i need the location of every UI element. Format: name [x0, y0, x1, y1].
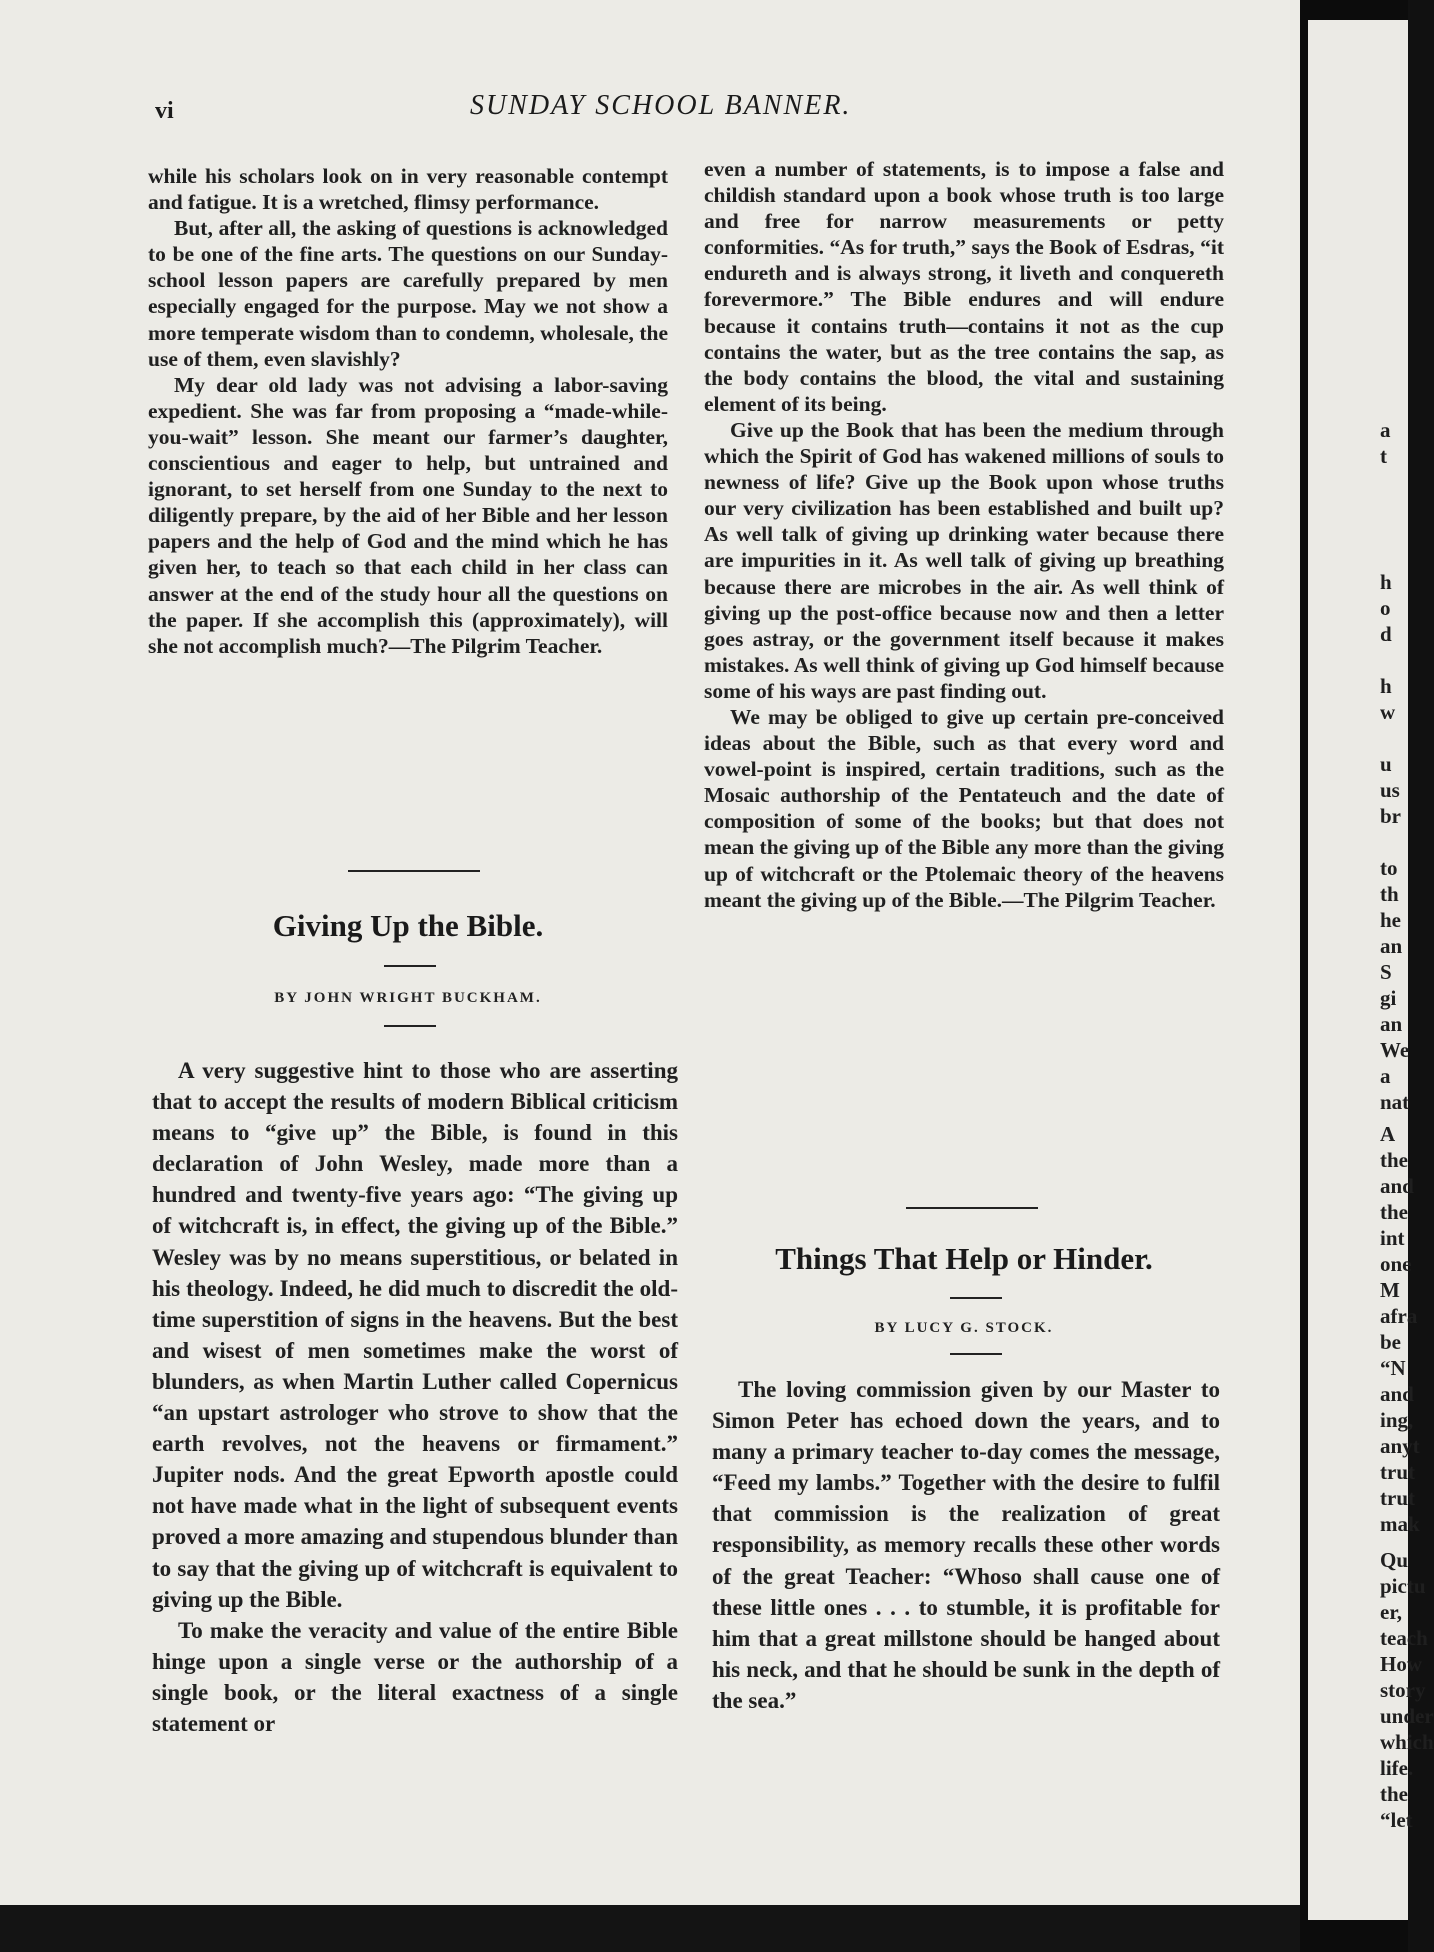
adjacent-page-fragment: under [1380, 1704, 1434, 1728]
adjacent-page-fragment: the [1380, 1200, 1408, 1224]
article-byline: BY LUCY G. STOCK. [874, 1320, 1054, 1336]
adjacent-page-fragment: and [1380, 1174, 1414, 1198]
adjacent-page-fragment: us [1380, 778, 1400, 802]
adjacent-page-fragment: an [1380, 934, 1403, 958]
paragraph: even a number of statements, is to impose a false and childish standard upon a book whose truth is too large and free for narrow measurements or petty conformities. “As for truth,” says the Book of Esdras, “it endureth and is always strong, it liveth and conquereth forevermore.” The Bible endures and will endure because it contains truth—contains it not as the cup contains the water, but as the tree contains the sap, as the body contains the blood, the vital and sustaining element of its being. [704, 157, 1224, 416]
adjacent-page-fragment: t [1380, 444, 1387, 468]
scan-border [0, 1905, 1300, 1952]
adjacent-page-fragment: o [1380, 596, 1391, 620]
title-rule [950, 1297, 1002, 1299]
adjacent-page-fragment: int [1380, 1226, 1405, 1250]
article-title: Giving Up the Bible. [272, 908, 544, 943]
adjacent-page-fragment: a [1380, 1064, 1391, 1088]
article-right-column [704, 156, 1224, 913]
article-left-column [152, 1055, 678, 1739]
adjacent-page-fragment: trut [1380, 1460, 1415, 1484]
paragraph: We may be obliged to give up certain pre-conceived ideas about the Bible, such as that every word and vowel-point is inspired, certain traditions, such as the Mosaic authorship of the Pentateuch and the date of composition of some of the books; but that does not mean the giving up of the Bible any more than the giving up of witchcraft or the Ptolemaic theory of the heavens meant the giving up of the Bible.—The Pilgrim Teacher. [704, 704, 1224, 912]
title-rule [384, 965, 436, 967]
left-column-continuation [148, 163, 668, 659]
article-body [712, 1374, 1220, 1716]
byline-rule [950, 1353, 1002, 1355]
page-number: vi [155, 98, 174, 124]
adjacent-page-fragment: to [1380, 856, 1398, 880]
adjacent-page-fragment: M [1380, 1278, 1400, 1302]
adjacent-page-fragment: br [1380, 804, 1401, 828]
adjacent-page-fragment: the [1380, 1782, 1408, 1806]
adjacent-page-fragment: h [1380, 674, 1392, 698]
paragraph: To make the veracity and value of the entire Bible hinge upon a single verse or the authorship of a single book, or the literal exactness of a single statement or [152, 1617, 678, 1736]
adjacent-page-fragment: w [1380, 700, 1396, 724]
running-head: SUNDAY SCHOOL BANNER. [470, 90, 852, 121]
paragraph: My dear old lady was not advising a labor-saving expedient. She was far from proposing a “made-while-you-wait” lesson. She meant our farmer’s daughter, conscientious and eager to help, but untrained and ignorant, to set herself from one Sunday to the next to diligently prepare, by the aid of her Bible and her lesson papers and the help of God and the mind which he has given her, to teach so that each child in her class can answer at the end of the study hour all the questions on the paper. If she accomplish this (approximately), will she not accomplish much?—The Pilgrim Teacher. [148, 372, 668, 658]
adjacent-page-fragment: Qu [1380, 1548, 1409, 1572]
adjacent-page-fragment: “N [1380, 1356, 1406, 1380]
adjacent-page-fragment: u [1380, 752, 1392, 776]
adjacent-page-fragment: trut [1380, 1486, 1415, 1510]
adjacent-page-fragment: ing, [1380, 1408, 1414, 1432]
adjacent-page-fragment: th [1380, 882, 1399, 906]
paragraph: A very suggestive hint to those who are asserting that to accept the results of modern Biblical criticism means to “give up” the Bible, is found in this declaration of John Wesley, made more than a hundred and twenty-five years ago: “The giving up of witchcraft is, in effect, the giving up of the Bible.” Wesley was by no means superstitious, or belated in his theology. Indeed, he did much to discredit the old-time superstition of signs in the heavens. But the best and wisest of men sometimes make the worst of blunders, as when Martin Luther called Copernicus “an upstart astrologer who strove to show that the earth revolves, not the heavens or firmament.” Jupiter nods. And the great Epworth apostle could not have made what in the light of subsequent events proved a more amazing and stupendous blunder than to say that the giving up of witchcraft is equivalent to giving up the Bible. [152, 1058, 678, 1612]
section-divider [906, 1207, 1038, 1209]
adjacent-page-fragment: “let [1380, 1808, 1413, 1832]
adjacent-page-fragment: afra [1380, 1304, 1418, 1328]
paragraph: while his scholars look on in very reasonable contempt and fatigue. It is a wretched, flimsy performance. [148, 164, 668, 215]
adjacent-page-fragment: the [1380, 1148, 1408, 1172]
adjacent-page-fragment: A [1380, 1122, 1396, 1146]
section-divider [348, 870, 480, 872]
byline-rule [384, 1025, 436, 1027]
paragraph: But, after all, the asking of questions is acknowledged to be one of the fine arts. The questions on our Sunday-school lesson papers are carefully prepared by men especially engaged for the purpose. May we not show a more temperate wisdom than to condemn, wholesale, the use of them, even slavishly? [148, 216, 668, 371]
paragraph: Give up the Book that has been the medium through which the Spirit of God has wakened millions of souls to newness of life? Give up the Book upon whose truths our very civilization has been established and built up? As well talk of giving up drinking water because there are impurities in it. As well talk of giving up breathing because there are microbes in the air. As well think of giving up the post-office because now and then a letter goes astray, or the government itself because it makes mistakes. As well think of giving up God himself because some of his ways are past finding out. [704, 417, 1224, 703]
adjacent-page-fragment: mak [1380, 1512, 1420, 1536]
adjacent-page-fragment: anyt [1380, 1434, 1420, 1458]
adjacent-page-fragment: life. [1380, 1756, 1414, 1780]
adjacent-page-fragment: h [1380, 570, 1392, 594]
adjacent-page-fragment: be [1380, 1330, 1401, 1354]
adjacent-page-fragment: How [1380, 1652, 1422, 1676]
article-title: Things That Help or Hinder. [775, 1241, 1153, 1276]
paragraph: The loving commission given by our Master to Simon Peter has echoed down the years, and to many a primary teacher to-day comes the message, “Feed my lambs.” Together with the desire to fulfil that commission is the realization of great responsibility, as memory recalls these other words of the great Teacher: “Whoso shall cause one of these little ones . . . to stumble, it is profitable for him that a great millstone should be hanged about his neck, and that he should be sunk in the depth of the sea.” [712, 1377, 1220, 1713]
article-byline: BY JOHN WRIGHT BUCKHAM. [274, 990, 542, 1006]
adjacent-page-fragment: an [1380, 1012, 1403, 1036]
adjacent-page-fragment: gi [1380, 986, 1397, 1010]
adjacent-page-fragment: pictu [1380, 1574, 1426, 1598]
adjacent-page-fragment: a [1380, 418, 1391, 442]
adjacent-page-fragment: which [1380, 1730, 1434, 1754]
adjacent-page-fragment: nat [1380, 1090, 1410, 1114]
adjacent-page-fragment: d [1380, 622, 1392, 646]
adjacent-page-fragment: We [1380, 1038, 1410, 1062]
adjacent-page-fragment: one [1380, 1252, 1412, 1276]
adjacent-page-fragment: story [1380, 1678, 1426, 1702]
adjacent-page-fragment: he [1380, 908, 1401, 932]
adjacent-page-fragment: and [1380, 1382, 1414, 1406]
adjacent-page-fragment: er, [1380, 1600, 1402, 1624]
adjacent-page-fragment: teach [1380, 1626, 1428, 1650]
adjacent-page-fragment: S [1380, 960, 1392, 984]
